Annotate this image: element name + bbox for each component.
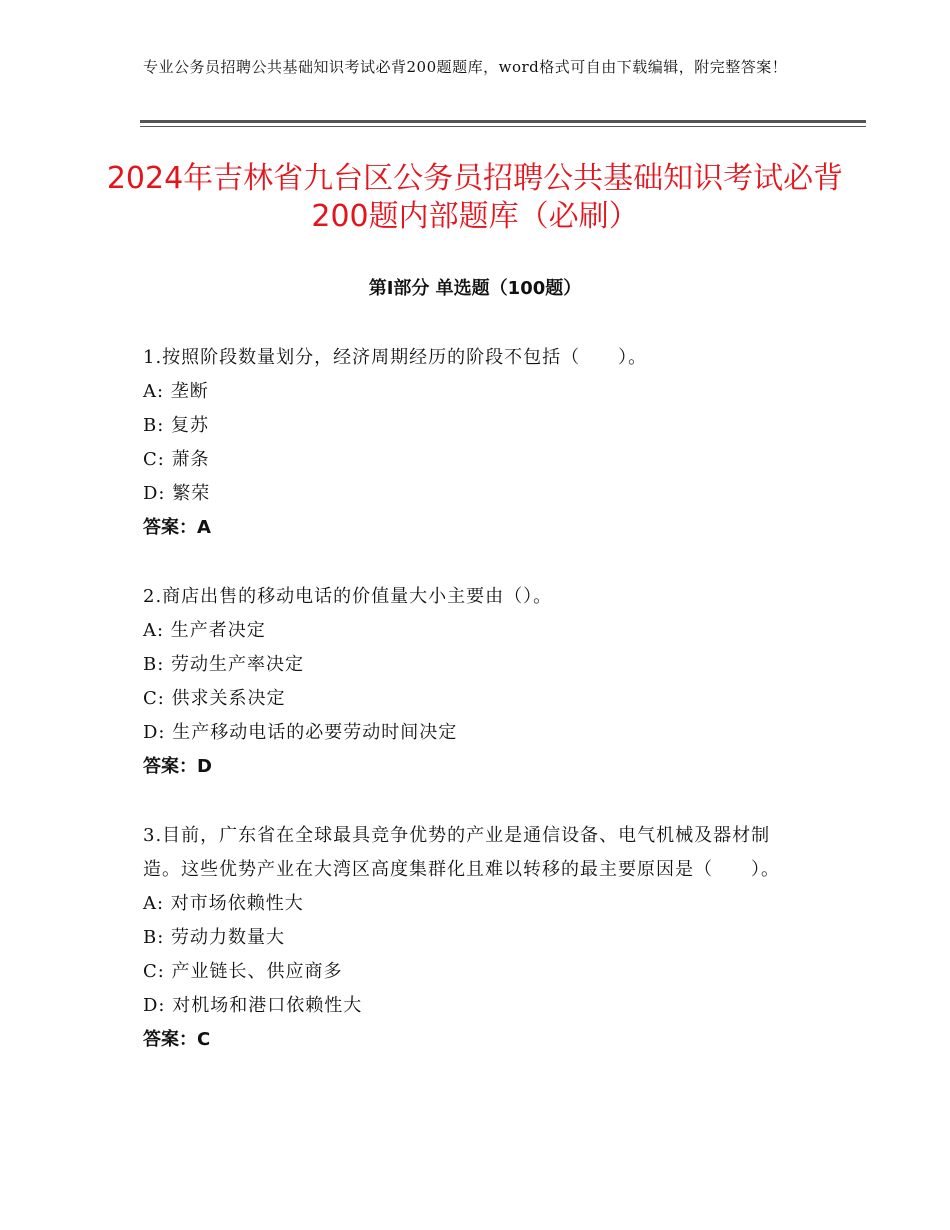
question-stem: 1.按照阶段数量划分，经济周期经历的阶段不包括（ ）。 — [143, 347, 648, 368]
option-b: B: 劳动生产率决定 — [143, 654, 305, 675]
answer: 答案：A — [143, 517, 211, 538]
question-1 — [143, 341, 803, 545]
option-a: A: 垄断 — [143, 381, 209, 402]
option-d: D: 生产移动电话的必要劳动时间决定 — [143, 722, 458, 743]
header-divider-thick — [140, 120, 866, 123]
option-b: B: 劳动力数量大 — [143, 927, 286, 948]
option-c: C: 产业链长、供应商多 — [143, 961, 343, 982]
answer: 答案：C — [143, 1029, 211, 1050]
question-stem: 2.商店出售的移动电话的价值量大小主要由（）。 — [143, 586, 553, 607]
option-a: A: 对市场依赖性大 — [143, 893, 304, 914]
answer: 答案：D — [143, 756, 212, 777]
option-b: B: 复苏 — [143, 415, 210, 436]
option-d: D: 对机场和港口依赖性大 — [143, 995, 363, 1016]
header-note: 专业公务员招聘公共基础知识考试必背200题题库，word格式可自由下载编辑，附完整答案！ — [143, 58, 788, 76]
option-d: D: 繁荣 — [143, 483, 211, 504]
section-title: 第Ⅰ部分 单选题（100题） — [368, 278, 582, 299]
question-2 — [143, 580, 803, 784]
option-c: C: 萧条 — [143, 449, 210, 470]
option-a: A: 生产者决定 — [143, 620, 266, 641]
document-title: 2024年吉林省九台区公务员招聘公共基础知识考试必背200题内部题库（必刷） — [106, 161, 844, 234]
question-3 — [143, 819, 803, 1057]
header-divider-thin — [140, 126, 866, 127]
option-c: C: 供求关系决定 — [143, 688, 286, 709]
question-stem: 3.目前，广东省在全球最具竞争优势的产业是通信设备、电气机械及器材制造。这些优势产业在大湾区高度集群化且难以转移的最主要原因是（ ）。 — [143, 825, 780, 880]
